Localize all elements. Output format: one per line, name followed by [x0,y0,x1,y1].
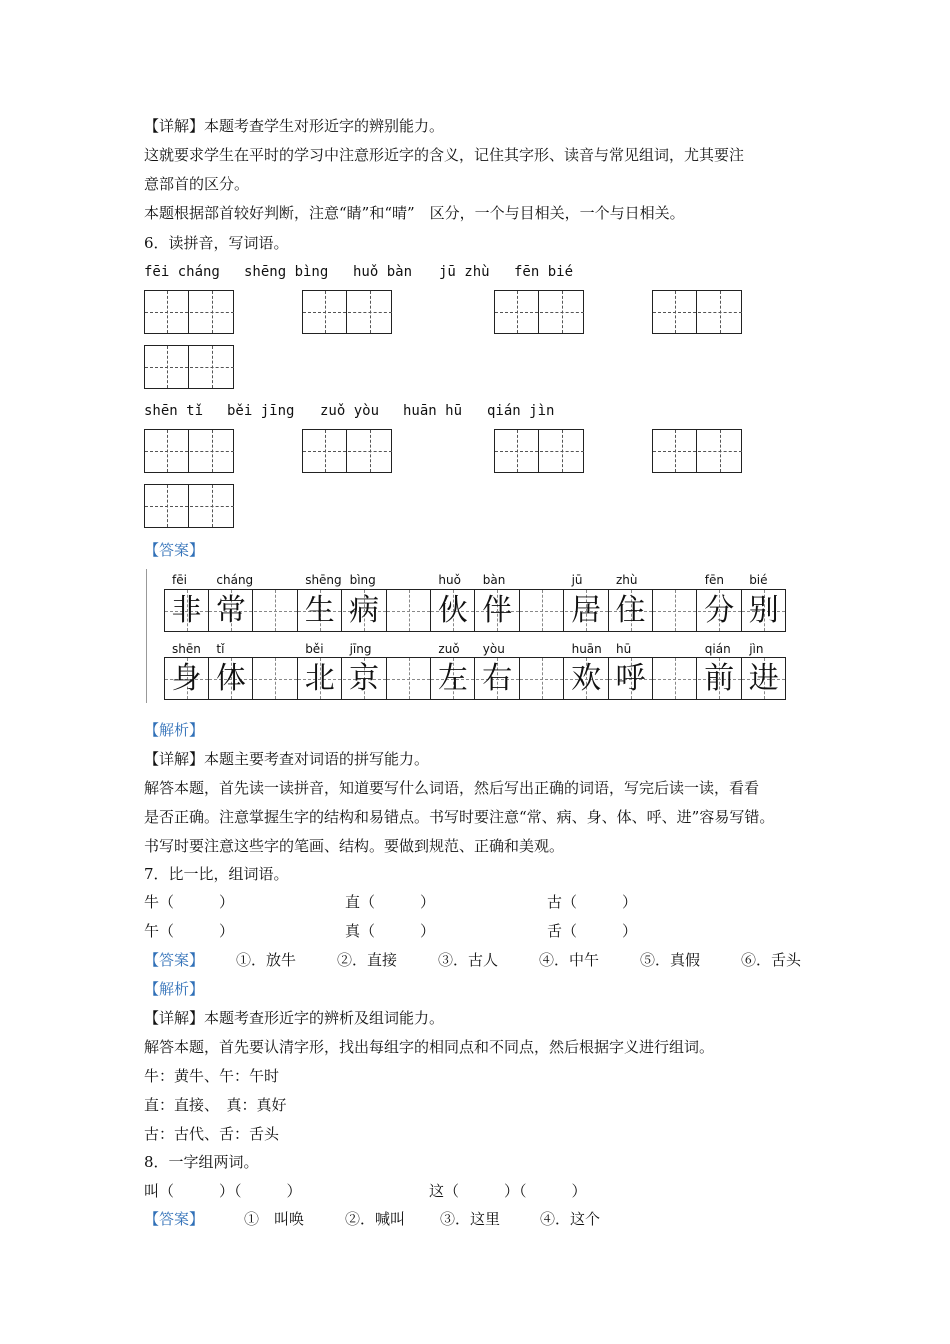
answer-character: 常 [215,593,246,628]
q7-answer: ②．直接 [337,951,398,969]
answer-character: 右 [482,661,513,696]
q7-answer-label: 【答案】 [144,951,205,969]
pinyin: shēng bìng [244,264,329,280]
answer-grid-cell [742,590,786,631]
q6-detail-4: 书写时要注意这些字的笔画、结构。要做到规范、正确和美观。 [144,837,565,855]
q6-title: 6．读拼音，写词语。 [144,234,289,252]
answer-grid-cell [609,590,653,631]
answer-pinyin: jīng [349,642,372,656]
answer-pinyin: zhù [616,573,638,587]
answer-character: 非 [171,593,202,628]
q8-item-2: 这（ ）（ ） [429,1182,587,1200]
intro-line-4: 本题根据部首较好判断，注意“睛”和“晴” 区分，一个与目相关，一个与日相关。 [144,204,685,222]
answer-grid-cell [431,590,475,631]
q6-answer-label: 【答案】 [144,541,205,559]
answer-grid-cell [254,590,298,631]
answer-grid-row [164,657,786,700]
tianzige-box[interactable] [144,429,234,473]
q7-detail-4: 直：直接、 真：真好 [144,1096,287,1114]
pinyin: huǒ bàn [353,264,413,280]
divider [146,569,147,703]
answer-grid-cell [520,658,564,699]
answer-character: 住 [615,593,646,628]
answer-grid-row [164,589,786,632]
q6-detail-2: 解答本题，首先读一读拼音，知道要写什么词语，然后写出正确的词语，写完后读一读，看看 [144,779,760,797]
q7-answer: ③．古人 [438,951,499,969]
tianzige-box[interactable] [144,290,234,334]
q6-detail-3: 是否正确。注意掌握生字的结构和易错点。书写时要注意“常、病、身、体、呼、进”容易写错。 [144,808,775,826]
intro-line-2: 这就要求学生在平时的学习中注意形近字的含义，记住其字形、读音与常见组词，尤其要注 [144,146,745,164]
answer-character: 京 [349,661,380,696]
tianzige-box[interactable] [144,484,234,528]
answer-character: 左 [437,661,468,696]
q7-row-2-b: 真（ ） [345,922,436,940]
answer-grid-cell [565,658,609,699]
answer-pinyin: bàn [482,573,506,587]
q7-title: 7．比一比，组词语。 [144,865,289,883]
answer-pinyin: shēn [172,642,201,656]
q7-row-2-c: 舌（ ） [547,922,638,940]
tianzige-box[interactable] [144,345,234,389]
answer-pinyin: huǒ [438,573,461,587]
answer-pinyin: jū [571,573,583,587]
answer-grid-cell [343,590,387,631]
q7-detail-2: 解答本题，首先要认清字形，找出每组字的相同点和不同点，然后根据字义进行组词。 [144,1038,715,1056]
answer-character: 进 [748,661,779,696]
tianzige-box[interactable] [494,429,584,473]
tianzige-box[interactable] [652,429,742,473]
answer-grid-cell [343,658,387,699]
intro-line-3: 意部首的区分。 [144,175,250,193]
answer-image [146,567,788,706]
answer-pinyin: qián [704,642,731,656]
answer-character: 伴 [482,593,513,628]
answer-pinyin: bié [749,573,768,587]
q7-row-1-a: 牛（ ） [144,893,235,911]
answer-grid-cell [165,658,209,699]
answer-grid-cell [698,658,742,699]
answer-character: 伙 [437,593,468,628]
answer-pinyin: bìng [349,573,376,587]
answer-pinyin: fēi [172,573,187,587]
intro-line-1: 【详解】本题考查学生对形近字的辨别能力。 [144,117,445,135]
q8-answer: ②．喊叫 [345,1210,406,1228]
answer-grid-cell [431,658,475,699]
answer-pinyin: fēn [704,573,725,587]
answer-character: 病 [349,593,380,628]
answer-character: 北 [304,661,335,696]
q7-answer: ①．放牛 [236,951,297,969]
tianzige-box[interactable] [302,290,392,334]
q7-row-1-c: 古（ ） [547,893,638,911]
answer-grid-cell [476,590,520,631]
q7-detail-3: 牛：黄牛、午：午时 [144,1067,280,1085]
pinyin: jū zhù [439,264,490,280]
q7-answer: ④．中午 [539,951,600,969]
answer-pinyin: huān [571,642,602,656]
answer-pinyin: shēng [305,573,342,587]
tianzige-box[interactable] [652,290,742,334]
q8-answer-label: 【答案】 [144,1210,205,1228]
tianzige-box[interactable] [302,429,392,473]
answer-grid-cell [254,658,298,699]
answer-grid-cell [298,658,342,699]
answer-pinyin: hū [616,642,632,656]
pinyin: fēi cháng [144,264,220,280]
q8-title: 8．一字组两词。 [144,1153,259,1171]
answer-grid-cell [520,590,564,631]
answer-pinyin: jìn [749,642,764,656]
answer-pinyin: tǐ [216,642,225,656]
answer-character: 居 [571,593,602,628]
pinyin: shēn tǐ [144,403,204,419]
q7-answer: ⑥．舌头 [741,951,802,969]
q8-answer: ④．这个 [540,1210,601,1228]
answer-grid-cell [565,590,609,631]
answer-grid-cell [209,590,253,631]
answer-character: 呼 [615,661,646,696]
answer-character: 别 [748,593,779,628]
answer-grid-cell [298,590,342,631]
answer-grid-cell [209,658,253,699]
answer-character: 前 [704,661,735,696]
q8-item-1: 叫（ ）（ ） [144,1182,302,1200]
answer-grid-cell [742,658,786,699]
answer-character: 身 [171,661,202,696]
answer-character: 欢 [571,661,602,696]
answer-pinyin: yòu [482,642,505,656]
pinyin: zuǒ yòu [320,403,380,419]
pinyin: běi jīng [227,403,295,419]
answer-grid-cell [387,590,431,631]
q7-row-2-a: 午（ ） [144,922,235,940]
pinyin: huān hū [403,403,463,419]
answer-grid-cell [653,590,697,631]
answer-character: 体 [215,661,246,696]
q7-answer: ⑤．真假 [640,951,701,969]
answer-grid-cell [165,590,209,631]
q7-detail-1: 【详解】本题考查形近字的辨析及组词能力。 [144,1009,445,1027]
answer-pinyin: cháng [216,573,254,587]
answer-character: 分 [704,593,735,628]
q6-detail-1: 【详解】本题主要考查对词语的拼写能力。 [144,750,430,768]
answer-pinyin: běi [305,642,324,656]
answer-grid-cell [653,658,697,699]
answer-character: 生 [304,593,335,628]
answer-pinyin: zuǒ [438,642,460,656]
q6-analysis-label: 【解析】 [144,721,205,739]
q8-answer: ③．这里 [440,1210,501,1228]
pinyin: qián jìn [487,403,555,419]
answer-grid-cell [387,658,431,699]
answer-grid-cell [476,658,520,699]
q7-detail-5: 古：古代、舌：舌头 [144,1125,280,1143]
tianzige-box[interactable] [494,290,584,334]
q8-answer: ① 叫唤 [244,1210,305,1228]
q7-analysis-label: 【解析】 [144,980,205,998]
answer-grid-cell [609,658,653,699]
answer-grid-cell [698,590,742,631]
q7-row-1-b: 直（ ） [345,893,436,911]
pinyin: fēn bié [514,264,574,280]
